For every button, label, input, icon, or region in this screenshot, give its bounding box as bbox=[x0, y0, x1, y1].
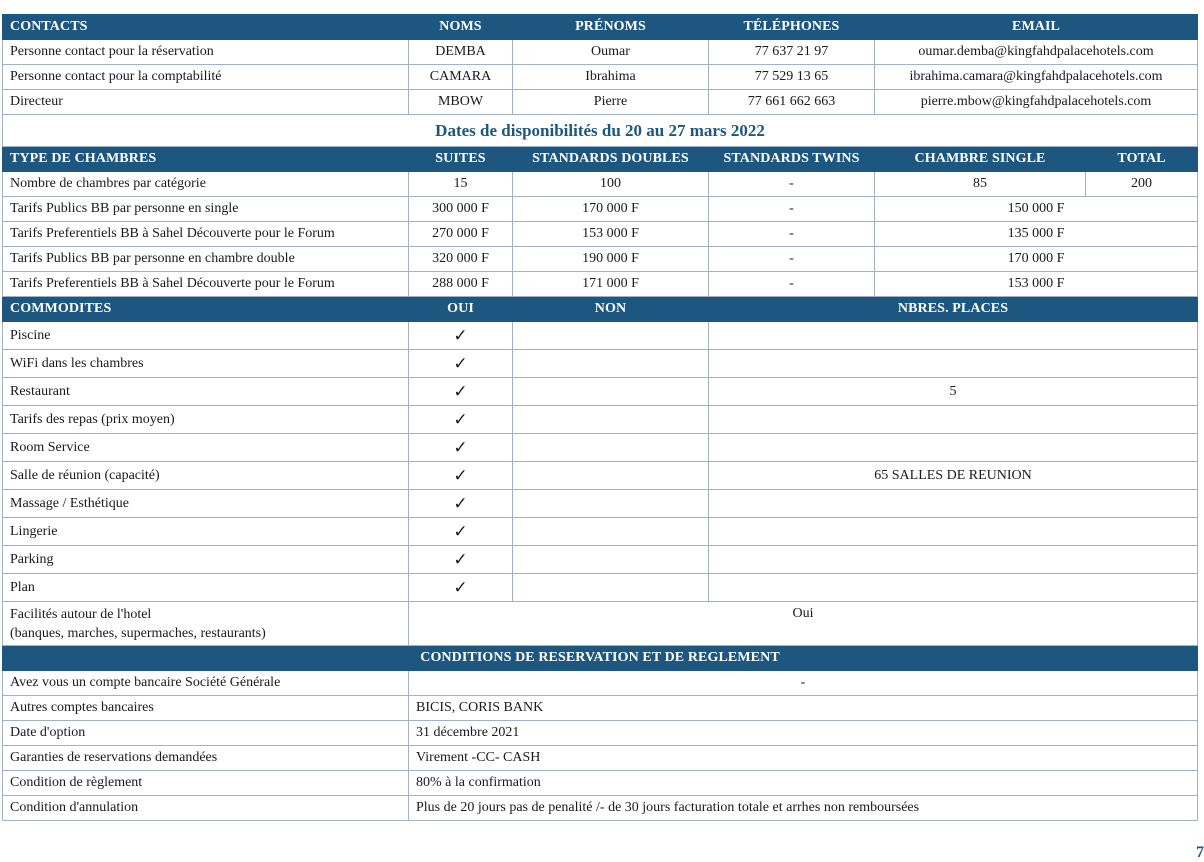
contact-surname: CAMARA bbox=[409, 65, 513, 90]
amenity-non bbox=[513, 462, 709, 490]
amenity-row bbox=[3, 490, 1198, 518]
check-icon: ✓ bbox=[409, 406, 513, 434]
places-header: NBRES. PLACES bbox=[709, 297, 1198, 322]
tariff-single: 153 000 F bbox=[875, 272, 1198, 297]
amenity-row bbox=[3, 518, 1198, 546]
amenity-row bbox=[3, 322, 1198, 350]
condition-row bbox=[3, 721, 1198, 746]
rooms-header-row bbox=[3, 147, 1198, 172]
doubles-count: 100 bbox=[513, 172, 709, 197]
tariff-label: Tarifs Publics BB par personne en chambre double bbox=[3, 247, 409, 272]
tariff-twins: - bbox=[709, 247, 875, 272]
amenity-places: 5 bbox=[709, 378, 1198, 406]
check-icon: ✓ bbox=[409, 574, 513, 602]
tariff-suites: 270 000 F bbox=[409, 222, 513, 247]
amenity-places bbox=[709, 434, 1198, 462]
email-header: EMAIL bbox=[875, 15, 1198, 40]
contact-email: pierre.mbow@kingfahdpalacehotels.com bbox=[875, 90, 1198, 115]
condition-value: 80% à la confirmation bbox=[409, 771, 1198, 796]
condition-value: BICIS, CORIS BANK bbox=[409, 696, 1198, 721]
amenity-places bbox=[709, 322, 1198, 350]
tariff-label: Tarifs Publics BB par personne en single bbox=[3, 197, 409, 222]
dates-title-row bbox=[3, 115, 1198, 147]
condition-label: Autres comptes bancaires bbox=[3, 696, 409, 721]
facilities-label-line-2: (banques, marches, supermaches, restaurants) bbox=[10, 625, 266, 641]
contacts-header: CONTACTS bbox=[3, 15, 409, 40]
dates-title: Dates de disponibilités du 20 au 27 mars 2022 bbox=[3, 115, 1198, 147]
amenity-label: Lingerie bbox=[3, 518, 409, 546]
room-count-label: Nombre de chambres par catégorie bbox=[3, 172, 409, 197]
page-number: 7 bbox=[1196, 844, 1204, 861]
check-icon: ✓ bbox=[409, 462, 513, 490]
contact-firstname: Pierre bbox=[513, 90, 709, 115]
amenity-label: Restaurant bbox=[3, 378, 409, 406]
tariff-doubles: 153 000 F bbox=[513, 222, 709, 247]
total-count: 200 bbox=[1086, 172, 1198, 197]
check-icon: ✓ bbox=[409, 546, 513, 574]
check-icon: ✓ bbox=[409, 490, 513, 518]
condition-label: Condition de règlement bbox=[3, 771, 409, 796]
amenity-label: Salle de réunion (capacité) bbox=[3, 462, 409, 490]
contact-role: Personne contact pour la réservation bbox=[3, 40, 409, 65]
tariff-suites: 288 000 F bbox=[409, 272, 513, 297]
condition-row bbox=[3, 696, 1198, 721]
check-icon: ✓ bbox=[409, 378, 513, 406]
tariff-row bbox=[3, 247, 1198, 272]
amenity-non bbox=[513, 546, 709, 574]
contact-role: Directeur bbox=[3, 90, 409, 115]
total-header: TOTAL bbox=[1086, 147, 1198, 172]
suites-header: SUITES bbox=[409, 147, 513, 172]
single-count: 85 bbox=[875, 172, 1086, 197]
tariff-single: 150 000 F bbox=[875, 197, 1198, 222]
tariff-doubles: 170 000 F bbox=[513, 197, 709, 222]
contact-role: Personne contact pour la comptabilité bbox=[3, 65, 409, 90]
standards-doubles-header: STANDARDS DOUBLES bbox=[513, 147, 709, 172]
amenity-places bbox=[709, 574, 1198, 602]
tariff-suites: 320 000 F bbox=[409, 247, 513, 272]
tariff-twins: - bbox=[709, 222, 875, 247]
tariff-doubles: 190 000 F bbox=[513, 247, 709, 272]
amenity-non bbox=[513, 406, 709, 434]
contact-phone: 77 637 21 97 bbox=[709, 40, 875, 65]
amenities-header-row bbox=[3, 297, 1198, 322]
contact-phone: 77 661 662 663 bbox=[709, 90, 875, 115]
oui-header: OUI bbox=[409, 297, 513, 322]
contact-row bbox=[3, 90, 1198, 115]
conditions-header: CONDITIONS DE RESERVATION ET DE REGLEMENT bbox=[3, 646, 1198, 671]
condition-row bbox=[3, 671, 1198, 696]
tariff-doubles: 171 000 F bbox=[513, 272, 709, 297]
check-icon: ✓ bbox=[409, 350, 513, 378]
amenity-non bbox=[513, 378, 709, 406]
amenity-row bbox=[3, 406, 1198, 434]
twins-count: - bbox=[709, 172, 875, 197]
tariff-label: Tarifs Preferentiels BB à Sahel Découverte pour le Forum bbox=[3, 222, 409, 247]
non-header: NON bbox=[513, 297, 709, 322]
amenity-label: Piscine bbox=[3, 322, 409, 350]
amenity-places bbox=[709, 350, 1198, 378]
facilities-row bbox=[3, 602, 1198, 646]
check-icon: ✓ bbox=[409, 322, 513, 350]
contact-surname: MBOW bbox=[409, 90, 513, 115]
amenity-row bbox=[3, 434, 1198, 462]
amenity-label: WiFi dans les chambres bbox=[3, 350, 409, 378]
facilities-label bbox=[3, 602, 409, 646]
condition-row bbox=[3, 746, 1198, 771]
condition-value: Plus de 20 jours pas de penalité /- de 30 jours facturation totale et arrhes non remboursées bbox=[409, 796, 1198, 821]
prenoms-header: PRÉNOMS bbox=[513, 15, 709, 40]
suites-count: 15 bbox=[409, 172, 513, 197]
condition-row bbox=[3, 771, 1198, 796]
condition-value: 31 décembre 2021 bbox=[409, 721, 1198, 746]
tariff-row bbox=[3, 222, 1198, 247]
contacts-header-row bbox=[3, 15, 1198, 40]
amenity-non bbox=[513, 350, 709, 378]
tariff-single: 135 000 F bbox=[875, 222, 1198, 247]
tariff-twins: - bbox=[709, 197, 875, 222]
noms-header: NOMS bbox=[409, 15, 513, 40]
check-icon: ✓ bbox=[409, 434, 513, 462]
conditions-header-row bbox=[3, 646, 1198, 671]
amenity-non bbox=[513, 518, 709, 546]
contact-email: ibrahima.camara@kingfahdpalacehotels.com bbox=[875, 65, 1198, 90]
amenity-non bbox=[513, 434, 709, 462]
amenity-non bbox=[513, 574, 709, 602]
commodites-header: COMMODITES bbox=[3, 297, 409, 322]
condition-label: Avez vous un compte bancaire Société Générale bbox=[3, 671, 409, 696]
amenity-label: Tarifs des repas (prix moyen) bbox=[3, 406, 409, 434]
amenity-row bbox=[3, 574, 1198, 602]
amenity-row bbox=[3, 462, 1198, 490]
check-icon: ✓ bbox=[409, 518, 513, 546]
amenity-places bbox=[709, 546, 1198, 574]
hotel-info-table bbox=[2, 14, 1198, 821]
condition-label: Garanties de reservations demandées bbox=[3, 746, 409, 771]
amenity-row bbox=[3, 378, 1198, 406]
amenity-places bbox=[709, 518, 1198, 546]
amenity-row bbox=[3, 546, 1198, 574]
contact-row bbox=[3, 65, 1198, 90]
amenity-places bbox=[709, 490, 1198, 518]
amenity-non bbox=[513, 490, 709, 518]
condition-value: - bbox=[409, 671, 1198, 696]
contact-firstname: Ibrahima bbox=[513, 65, 709, 90]
condition-label: Date d'option bbox=[3, 721, 409, 746]
amenity-row bbox=[3, 350, 1198, 378]
contact-surname: DEMBA bbox=[409, 40, 513, 65]
condition-value: Virement -CC- CASH bbox=[409, 746, 1198, 771]
amenity-places: 65 SALLES DE REUNION bbox=[709, 462, 1198, 490]
chambre-single-header: CHAMBRE SINGLE bbox=[875, 147, 1086, 172]
amenity-label: Plan bbox=[3, 574, 409, 602]
amenity-places bbox=[709, 406, 1198, 434]
telephones-header: TÉLÉPHONES bbox=[709, 15, 875, 40]
tariff-suites: 300 000 F bbox=[409, 197, 513, 222]
tariff-single: 170 000 F bbox=[875, 247, 1198, 272]
amenity-non bbox=[513, 322, 709, 350]
tariff-twins: - bbox=[709, 272, 875, 297]
room-type-header: TYPE DE CHAMBRES bbox=[3, 147, 409, 172]
tariff-row bbox=[3, 272, 1198, 297]
facilities-label-line-1: Facilités autour de l'hotel bbox=[10, 606, 152, 622]
contact-phone: 77 529 13 65 bbox=[709, 65, 875, 90]
facilities-value: Oui bbox=[409, 602, 1198, 646]
amenity-label: Parking bbox=[3, 546, 409, 574]
condition-label: Condition d'annulation bbox=[3, 796, 409, 821]
amenity-label: Massage / Esthétique bbox=[3, 490, 409, 518]
contact-row bbox=[3, 40, 1198, 65]
room-count-row bbox=[3, 172, 1198, 197]
condition-row bbox=[3, 796, 1198, 821]
contact-firstname: Oumar bbox=[513, 40, 709, 65]
amenity-label: Room Service bbox=[3, 434, 409, 462]
contact-email: oumar.demba@kingfahdpalacehotels.com bbox=[875, 40, 1198, 65]
tariff-row bbox=[3, 197, 1198, 222]
standards-twins-header: STANDARDS TWINS bbox=[709, 147, 875, 172]
tariff-label: Tarifs Preferentiels BB à Sahel Découverte pour le Forum bbox=[3, 272, 409, 297]
